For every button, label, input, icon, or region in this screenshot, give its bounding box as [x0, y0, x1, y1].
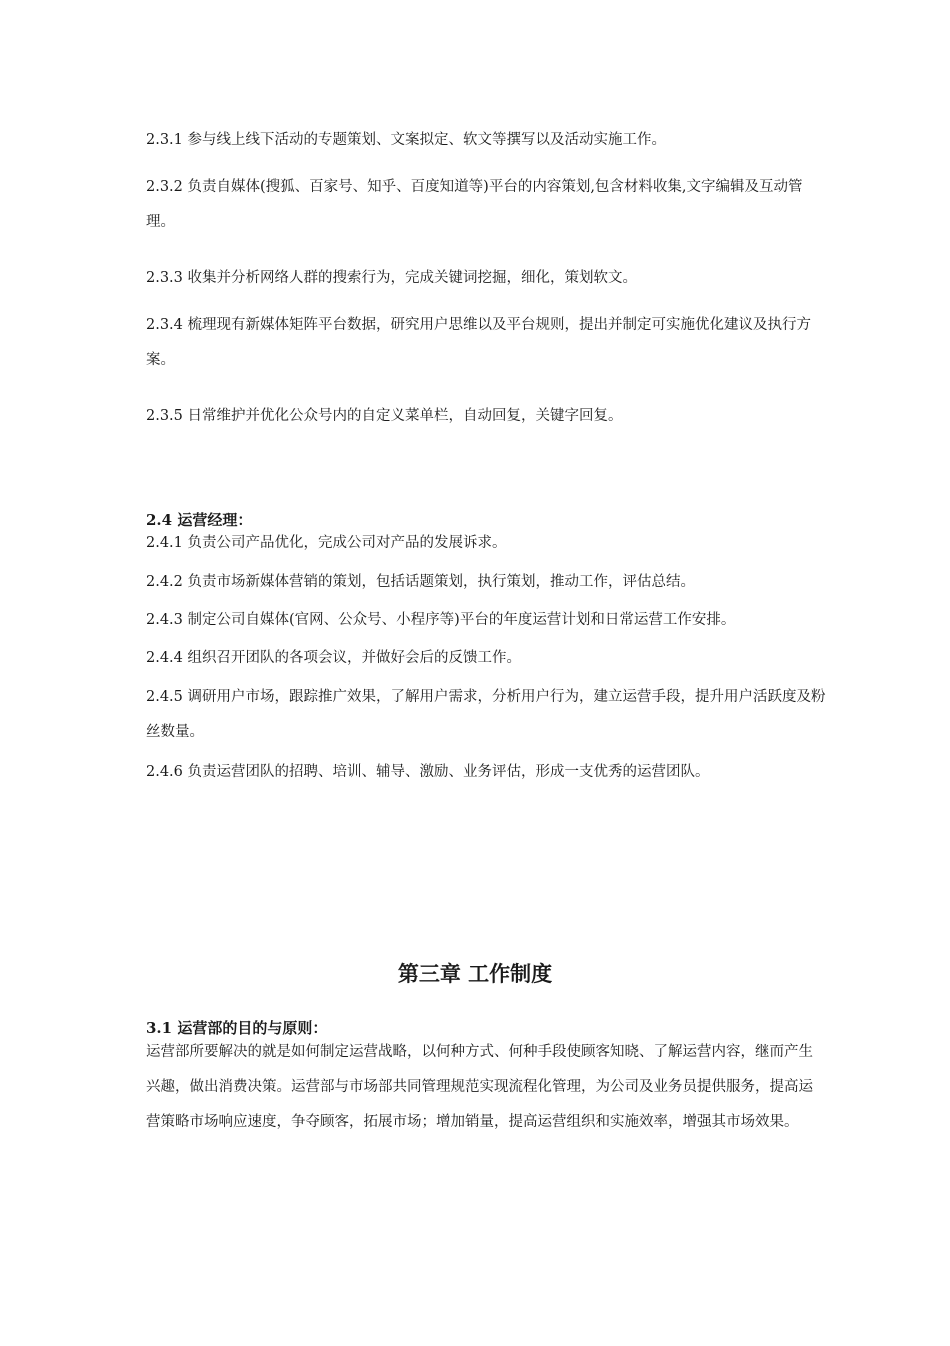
item-2-3-2: 2.3.2 负责自媒体(搜狐、百家号、知乎、百度知道等)平台的内容策划,包含材料收集,文字编辑及互动管理。 [146, 179, 803, 230]
item-2-4-5: 2.4.5 调研用户市场，跟踪推广效果，了解用户需求，分析用户行为，建立运营手段，提升用户活跃度及粉丝数量。 [146, 689, 826, 740]
item-2-4-1: 2.4.1 负责公司产品优化，完成公司对产品的发展诉求。 [146, 535, 507, 551]
item-2-4-6: 2.4.6 负责运营团队的招聘、培训、辅导、激励、业务评估，形成一支优秀的运营团队。 [146, 764, 710, 780]
item-2-4-4: 2.4.4 组织召开团队的各项会议，并做好会后的反馈工作。 [146, 650, 522, 666]
item-2-3-4: 2.3.4 梳理现有新媒体矩阵平台数据，研究用户思维以及平台规则，提出并制定可实施优化建议及执行方案。 [146, 317, 811, 368]
item-2-3-1: 2.3.1 参与线上线下活动的专题策划、文案拟定、软文等撰写以及活动实施工作。 [146, 132, 667, 148]
item-2-4-3: 2.4.3 制定公司自媒体(官网、公众号、小程序等)平台的年度运营计划和日常运营工作安排。 [146, 612, 736, 628]
item-2-3-3: 2.3.3 收集并分析网络人群的搜索行为，完成关键词挖掘，细化，策划软文。 [146, 270, 638, 286]
section-3-1-body: 运营部所要解决的就是如何制定运营战略，以何种方式、何种手段使顾客知晓、了解运营内容，继而产生兴趣，做出消费决策。运营部与市场部共同管理规范实现流程化管理，为公司及业务员提供服务，提高运营策略市场响应速度，争夺顾客，拓展市场；增加销量，提高运营组织和实施效率，增强其市场效果。 [146, 1044, 813, 1130]
item-2-3-5: 2.3.5 日常维护并优化公众号内的自定义菜单栏，自动回复，关键字回复。 [146, 408, 623, 424]
item-2-4-2: 2.4.2 负责市场新媒体营销的策划，包括话题策划，执行策划，推动工作，评估总结。 [146, 574, 696, 590]
section-2-4-heading: 2.4 运营经理： [146, 511, 253, 529]
chapter-title: 第三章 工作制度 [397, 961, 553, 986]
section-3-1-heading: 3.1 运营部的目的与原则： [146, 1019, 328, 1037]
